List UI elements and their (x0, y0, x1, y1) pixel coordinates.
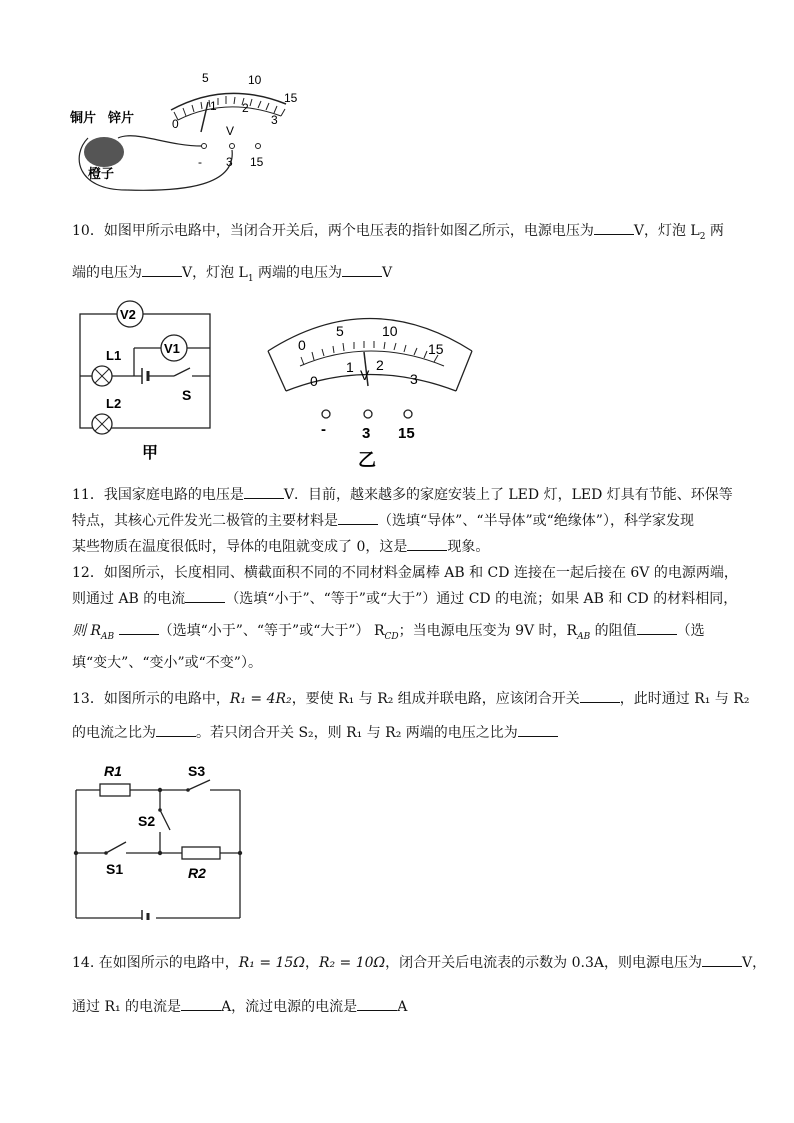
s3-label: S3 (188, 763, 206, 779)
dial-number: 2 (242, 101, 249, 115)
label-yi: 乙 (358, 450, 376, 470)
dial-number: 15 (428, 341, 444, 357)
answer-blank[interactable] (244, 486, 284, 499)
answer-blank[interactable] (518, 724, 558, 737)
dial-number: 0 (172, 117, 179, 131)
answer-blank[interactable] (181, 998, 221, 1011)
question-12-line-4: 填“变大”、“变小”或“不变”）。 (72, 655, 262, 671)
meter-letter: V (226, 124, 235, 138)
dial-number: 15 (284, 91, 298, 105)
question-13-line-2: 的电流之比为 。若只闭合开关 S₂，则 R₁ 与 R₂ 两端的电压之比为 (72, 722, 558, 742)
dial-number: 1 (346, 359, 354, 375)
terminal-label: - (198, 155, 202, 169)
label-zinc: 锌片 (108, 110, 135, 125)
v1-label: V1 (164, 341, 180, 356)
dial-number: 2 (376, 357, 384, 373)
answer-blank[interactable] (185, 590, 225, 603)
answer-blank[interactable] (119, 622, 159, 635)
question-11-line-3: 某些物质在温度很低时，导体的电阻就变成了 0，这是 现象。 (72, 539, 490, 555)
question-12-line-3: 则 $R_{AB}$ （选填“小于”、“等于”或“大于”） $R_{CD}$；当电源电压变为 9V 时，$R_{AB}$ 的阻值 （选 (72, 623, 705, 642)
answer-blank[interactable] (594, 222, 634, 235)
dial-number: 3 (271, 113, 278, 127)
terminal-label: - (321, 421, 326, 438)
dial-number: 1 (210, 99, 217, 113)
question-12-line-1: 12．如图所示，长度相同、横截面积不同的不同材料金属棒 AB 和 CD 连接在一起后接在 6V 的电源两端， (72, 565, 738, 581)
dial-number: 3 (410, 371, 418, 387)
answer-blank[interactable] (156, 724, 196, 737)
label-jia: 甲 (142, 445, 159, 462)
answer-blank[interactable] (338, 512, 378, 525)
answer-blank[interactable] (357, 998, 397, 1011)
meter-letter: V (360, 367, 370, 383)
label-orange: 橙子 (88, 166, 115, 181)
question-10-line-1: 10．如图甲所示电路中，当闭合开关后，两个电压表的指针如图乙所示，电源电压为 V，灯泡 $L_2$ 两 (72, 223, 724, 242)
answer-blank[interactable] (407, 538, 447, 551)
question-14-line-1: 14. 在如图所示的电路中，R₁ = 15Ω，R₂ = 10Ω，闭合开关后电流表的示数为 0.3A，则电源电压为 V， (72, 955, 767, 971)
r1-label: R1 (104, 763, 122, 779)
question-12-line-2: 则通过 AB 的电流 （选填“小于”、“等于”或“大于”）通过 CD 的电流；如果 AB 和 CD 的材料相同， (72, 591, 738, 607)
v2-label: V2 (120, 307, 136, 322)
figure-q10 (72, 296, 482, 472)
terminal-label: 3 (362, 425, 371, 442)
figure-orange-battery (66, 60, 316, 195)
terminal-label: 15 (250, 155, 264, 169)
label-copper: 铜片 (70, 110, 97, 125)
dial-number: 10 (248, 73, 262, 87)
question-13-line-1: 13．如图所示的电路中，R₁ = 4R₂，要使 R₁ 与 R₂ 组成并联电路，应该闭合开关 ，此时通过 R₁ 与 R₂ (72, 691, 750, 707)
s1-label: S1 (106, 861, 124, 877)
resistor-r1 (100, 784, 130, 796)
dial-number: 10 (382, 323, 398, 339)
question-11-line-1: 11．我国家庭电路的电压是 V．目前，越来越多的家庭安装上了 LED 灯，LED 灯具有节能、环保等 (72, 487, 733, 503)
resistor-r2 (182, 847, 220, 859)
answer-blank[interactable] (637, 622, 677, 635)
s2-label: S2 (138, 813, 156, 829)
switch-label: S (182, 387, 192, 403)
orange-shape (84, 137, 124, 167)
dial-number: 0 (298, 337, 306, 353)
figure-q13 (70, 760, 250, 920)
dial-number: 0 (310, 373, 318, 389)
question-14-line-2: 通过 R₁ 的电流是 A，流过电源的电流是 A (72, 999, 408, 1015)
dial-number: 5 (202, 71, 209, 85)
answer-blank[interactable] (142, 264, 182, 277)
answer-blank[interactable] (702, 954, 742, 967)
r2-label: R2 (188, 865, 206, 881)
question-10-line-2: 端的电压为 V，灯泡 $L_1$ 两端的电压为 V (72, 265, 393, 284)
answer-blank[interactable] (580, 690, 620, 703)
question-11-line-2: 特点，其核心元件发光二极管的主要材料是 （选填“导体”、“半导体”或“绝缘体”），科学家发现 (72, 513, 694, 529)
dial-number: 5 (336, 323, 344, 339)
answer-blank[interactable] (342, 264, 382, 277)
l1-label: L1 (106, 348, 122, 363)
terminal-label: 3 (226, 155, 233, 169)
l2-label: L2 (106, 396, 122, 411)
terminal-label: 15 (398, 425, 415, 442)
